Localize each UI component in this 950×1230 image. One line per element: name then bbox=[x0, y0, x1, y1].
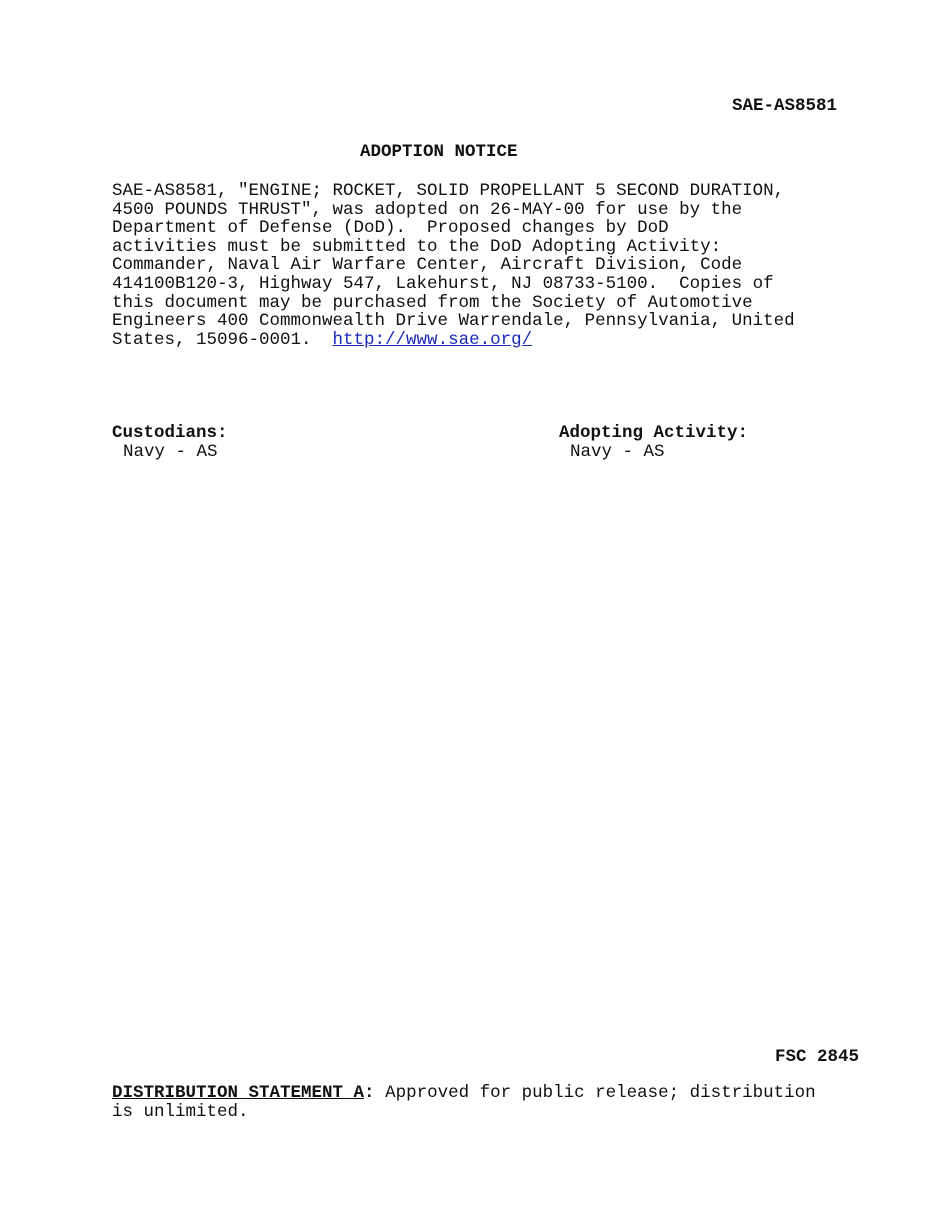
adopting-activity-value: Navy - AS bbox=[570, 442, 665, 462]
distribution-line-1 bbox=[112, 1084, 816, 1103]
distribution-text-1: Approved for public release; distribution bbox=[374, 1083, 816, 1103]
document-id: SAE-AS8581 bbox=[731, 96, 837, 116]
notice-title: ADOPTION NOTICE bbox=[360, 142, 518, 162]
adopting-activity-label: Adopting Activity: bbox=[559, 423, 749, 443]
body-line: 4500 POUNDS THRUST", was adopted on 26-MAY-00 for use by the bbox=[112, 199, 743, 220]
custodians-block bbox=[112, 424, 228, 462]
custodians-label: Custodians: bbox=[112, 423, 228, 443]
body-line: SAE-AS8581, "ENGINE; ROCKET, SOLID PROPELLANT 5 SECOND DURATION, bbox=[112, 181, 785, 201]
distribution-text-2: is unlimited. bbox=[112, 1102, 249, 1122]
body-line: 414100B120-3, Highway 547, Lakehurst, NJ 08733-5100. Copies of bbox=[112, 273, 774, 294]
fsc-code: FSC 2845 bbox=[774, 1047, 859, 1067]
body-line: activities must be submitted to the DoD Adopting Activity: bbox=[112, 236, 722, 257]
body-last-line-text: States, 15096-0001. bbox=[112, 329, 333, 350]
body-line: Commander, Naval Air Warfare Center, Aircraft Division, Code bbox=[112, 255, 743, 276]
custodians-value: Navy - AS bbox=[123, 442, 218, 462]
distribution-label: DISTRIBUTION STATEMENT A bbox=[112, 1083, 365, 1103]
distribution-statement bbox=[112, 1084, 816, 1122]
distribution-colon: : bbox=[364, 1083, 375, 1103]
body-last-line bbox=[112, 331, 795, 350]
notice-body bbox=[112, 182, 795, 349]
body-line: Engineers 400 Commonwealth Drive Warrendale, Pennsylvania, United bbox=[112, 311, 795, 332]
body-line: this document may be purchased from the Society of Automotive bbox=[112, 292, 753, 313]
adopting-activity-block bbox=[559, 424, 748, 462]
sae-website-link[interactable]: http://www.sae.org/ bbox=[332, 329, 533, 350]
body-line: Department of Defense (DoD). Proposed changes by DoD bbox=[112, 218, 669, 239]
